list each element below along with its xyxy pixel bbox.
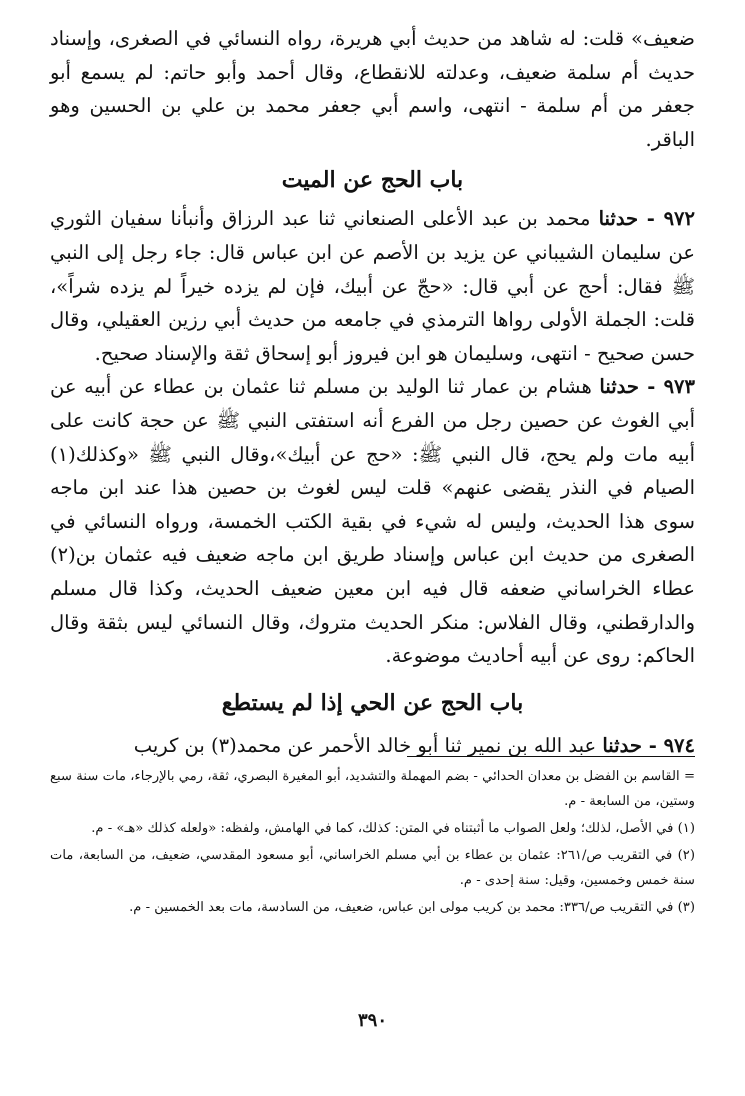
footnote-continued: = القاسم بن الفضل بن معدان الحدائي - بضم المهملة والتشديد، أبو المغيرة البصري، ثقة، رمي بالإرجاء، مات سنة سبع وستين، من السابعة - م. [50,769,695,809]
footnote-2: (٢) في التقريب ص/٢٦١: عثمان بن عطاء بن أبي مسلم الخراساني، أبو مسعود المقدسي، ضعيف، من السابعة، مات سنة خمس وخمسين، وقيل: سنة إحدى - م. [50,848,695,888]
page-number: ٣٩٠ [357,1010,387,1031]
hadith-973 [50,370,695,672]
footnotes [50,764,695,922]
footnote-3: (٣) في التقريب ص/٣٣٦: محمد بن كريب مولى ابن عباس، ضعيف، من السادسة، مات بعد الخمسين - م. [129,900,695,915]
main-text [50,22,695,762]
hadith-974 [50,729,695,763]
hadith-974-number: ٩٧٤ - حدثنا [602,733,695,757]
hadith-974-text: عبد الله بن نمير ثنا أبو خالد الأحمر عن محمد(٣) بن كريب [133,733,603,757]
chapter-heading-hajj-for-deceased: باب الحج عن الميت [281,167,464,194]
hadith-972 [50,202,695,370]
intro-paragraph: ضعيف» قلت: له شاهد من حديث أبي هريرة، رواه النسائي في الصغرى، وإسناد حديث أم سلمة ضعيف، وعدلته للانقطاع، وقال أحمد وأبو حاتم: لم يسمع أبو جعفر من أم سلمة - انتهى، واسم أبي جعفر محمد بن علي بن الحسين وهو الباقر. [50,27,695,151]
footnote-separator [407,756,695,757]
chapter-heading-hajj-for-living: باب الحج عن الحي إذا لم يستطع [221,689,524,716]
hadith-972-text: محمد بن عبد الأعلى الصنعاني ثنا عبد الرزاق وأنبأنا سفيان الثوري عن سليمان الشيباني عن يزيد بن الأصم عن ابن عباس قال: جاء رجل إلى النبي ﷺ فقال: أحج عن أبي قال: «حجّ عن أبيك، فإن لم يزده خيراً لم يزده شراً»، قلت: الجملة الأولى رواها الترمذي في جامعه من حديث أبي رزين العقيلي، وقال حسن صحيح - انتهى، وسليمان هو ابن فيروز أبو إسحاق ثقة والإسناد صحيح. [50,207,695,365]
footnote-1: (١) في الأصل، لذلك؛ ولعل الصواب ما أثبتناه في المتن: كذلك، كما في الهامش، ولفظه: «ولعله كذلك «هـ» - م. [91,821,695,836]
hadith-973-text: هشام بن عمار ثنا الوليد بن مسلم ثنا عثمان بن عطاء عن أبيه عن أبي الغوث عن حصين رجل من الفرع أنه استفتى النبي ﷺ عن حجة كانت على أبيه مات ولم يحج، قال النبي ﷺ: «حج عن أبيك»،وقال النبي ﷺ «وكذلك(١) الصيام في النذر يقضى عنهم» قلت ليس لغوث بن حصين هذا عند ابن ماجه سوى هذا الحديث، وليس له شيء في بقية الكتب الخمسة، ورواه النسائي في الصغرى من حديث ابن عباس وإسناد طريق ابن ماجه ضعيف فيه عثمان بن(٢) عطاء الخراساني ضعفه قال فيه ابن معين ضعيف الحديث، وكذا قال مسلم والدارقطني، وقال الفلاس: منكر الحديث متروك، وقال النسائي ليس بثقة وقال الحاكم: روى عن أبيه أحاديث موضوعة. [50,375,695,668]
hadith-973-number: ٩٧٣ - حدثنا [599,375,695,399]
hadith-972-number: ٩٧٢ - حدثنا [598,207,695,231]
